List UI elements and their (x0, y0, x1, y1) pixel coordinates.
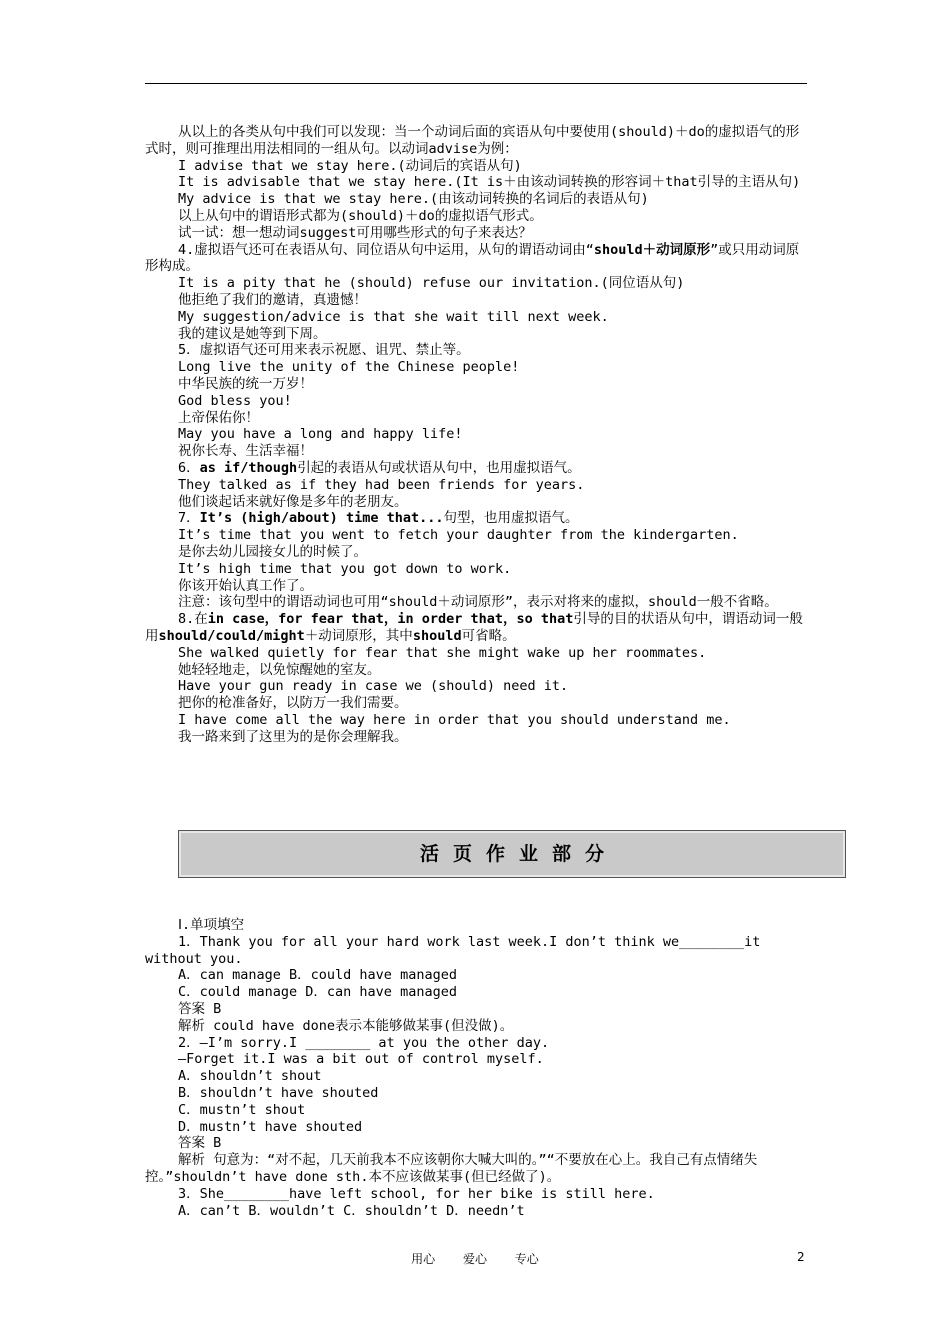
example: They talked as if they had been friends for years. (178, 476, 585, 493)
answer: 答案 B (178, 1135, 222, 1152)
option: D．mustn’t have shouted (178, 1118, 363, 1135)
exercises (145, 917, 807, 1219)
translation: 他们谈起话来就好像是多年的老朋友。 (178, 493, 408, 510)
text: 句型，也用虚拟语气。 (443, 510, 579, 527)
bold-text: should (412, 627, 462, 644)
rule-8 (145, 611, 807, 645)
page-number: 2 (797, 1250, 805, 1264)
example: I advise that we stay here.(动词后的宾语从句) (178, 157, 522, 174)
example: May you have a long and happy life! (178, 426, 463, 443)
text: 4.虚拟语气还可在表语从句、同位语从句中运用，从句的谓语动词由“ (178, 241, 594, 258)
translation: 是你去幼儿园接女儿的时候了。 (178, 543, 367, 560)
rule-5: 5．虚拟语气还可用来表示祝愿、诅咒、禁止等。 (178, 342, 470, 359)
explanation: 解析 句意为：“对不起，几天前我本不应该朝你大喊大叫的。”“不要放在心上。我自己有点情绪失控。”shouldn’t have done sth.本不应该做某事(但已经做了)。 (145, 1152, 758, 1185)
paragraph: 试一试：想一想动词suggest可用哪些形式的句子来表达？ (178, 224, 532, 241)
text: 7． (178, 510, 200, 527)
text: 可省略。 (461, 627, 516, 644)
page-footer: 用心 爱心 专心 (411, 1252, 539, 1266)
paragraph: 以上从句中的谓语形式都为(should)＋do的虚拟语气形式。 (178, 207, 543, 224)
bold-text: should＋动词原形 (593, 241, 711, 258)
example: I have come all the way here in order that you should understand me. (178, 711, 731, 728)
translation: 她轻轻地走，以免惊醒她的室友。 (178, 661, 381, 678)
options: A．can’t B．wouldn’t C．shouldn’t D．needn’t (178, 1202, 525, 1219)
section-banner (178, 830, 846, 878)
translation: 上帝保佑你！ (178, 409, 259, 426)
text: 6． (178, 459, 200, 476)
text: 引起的表语从句或状语从句中，也用虚拟语气。 (297, 459, 581, 476)
translation: 我一路来到了这里为的是你会理解我。 (178, 728, 408, 745)
bold-text: in case，for fear that，in order that，so that (207, 611, 574, 628)
option: B．shouldn’t have shouted (178, 1084, 379, 1101)
example: It is advisable that we stay here.(It is＋由该动词转换的形容词＋that引导的主语从句) (178, 174, 801, 191)
example: It’s time that you went to fetch your daughter from the kindergarten. (178, 527, 739, 544)
text: ”或只用动词原形构成。 (145, 241, 800, 275)
example: God bless you! (178, 392, 292, 409)
translation: 你该开始认真工作了。 (178, 577, 313, 594)
text: ＋动词原形，其中 (304, 627, 413, 644)
options: A．can manage B．could have managed (178, 967, 457, 984)
option: A．shouldn’t shout (178, 1068, 322, 1085)
example: It is a pity that he (should) refuse our invitation.(同位语从句) (178, 275, 685, 292)
translation: 他拒绝了我们的邀请，真遗憾！ (178, 291, 367, 308)
rule-7 (145, 510, 807, 527)
text: 8.在 (178, 611, 208, 628)
example: She walked quietly for fear that she might wake up her roommates. (178, 644, 707, 661)
bold-text: It’s (high/about) time that... (199, 510, 444, 527)
example: Long live the unity of the Chinese people! (178, 359, 520, 376)
options: C．could manage D．can have managed (178, 984, 457, 1001)
question: 3．She________have left school, for her bike is still here. (178, 1185, 655, 1202)
example: Have your gun ready in case we (should) need it. (178, 678, 569, 695)
text: 引导的目的状语从句中，谓语动词一般用 (145, 611, 803, 644)
option: C．mustn’t shout (178, 1101, 306, 1118)
header-rule (145, 83, 807, 84)
explanation: 解析 could have done表示本能够做某事(但没做)。 (178, 1017, 514, 1034)
question: 1．Thank you for all your hard work last week.I don’t think we________it without you. (145, 933, 761, 967)
rule-6 (145, 460, 807, 477)
bold-text: as if/though (199, 459, 298, 476)
example: It’s high time that you got down to work. (178, 560, 512, 577)
example: My advice is that we stay here.(由该动词转换的名词后的表语从句) (178, 191, 649, 208)
answer: 答案 B (178, 1000, 222, 1017)
example: My suggestion/advice is that she wait till next week. (178, 308, 609, 325)
paragraph: 从以上的各类从句中我们可以发现：当一个动词后面的宾语从句中要使用(should)＋do的虚拟语气的形式时，则可推理出用法相同的一组从句。以动词advise为例： (145, 124, 800, 157)
bold-text: should/could/might (158, 627, 305, 644)
question: 2．—I’m sorry.I ________ at you the other day. (178, 1034, 550, 1051)
note: 注意：该句型中的谓语动词也可用“should＋动词原形”，表示对将来的虚拟，should一般不省略。 (178, 594, 778, 611)
translation: 我的建议是她等到下周。 (178, 325, 327, 342)
grammar-notes (145, 124, 807, 745)
translation: 中华民族的统一万岁！ (178, 375, 313, 392)
section-heading: Ⅰ.单项填空 (178, 917, 245, 933)
question: —Forget it.I was a bit out of control myself. (178, 1051, 544, 1068)
translation: 祝你长寿、生活幸福！ (178, 443, 313, 460)
banner-title: 活页作业部分 (419, 843, 618, 865)
translation: 把你的枪准备好，以防万一我们需要。 (178, 695, 408, 712)
rule-4 (145, 242, 807, 276)
